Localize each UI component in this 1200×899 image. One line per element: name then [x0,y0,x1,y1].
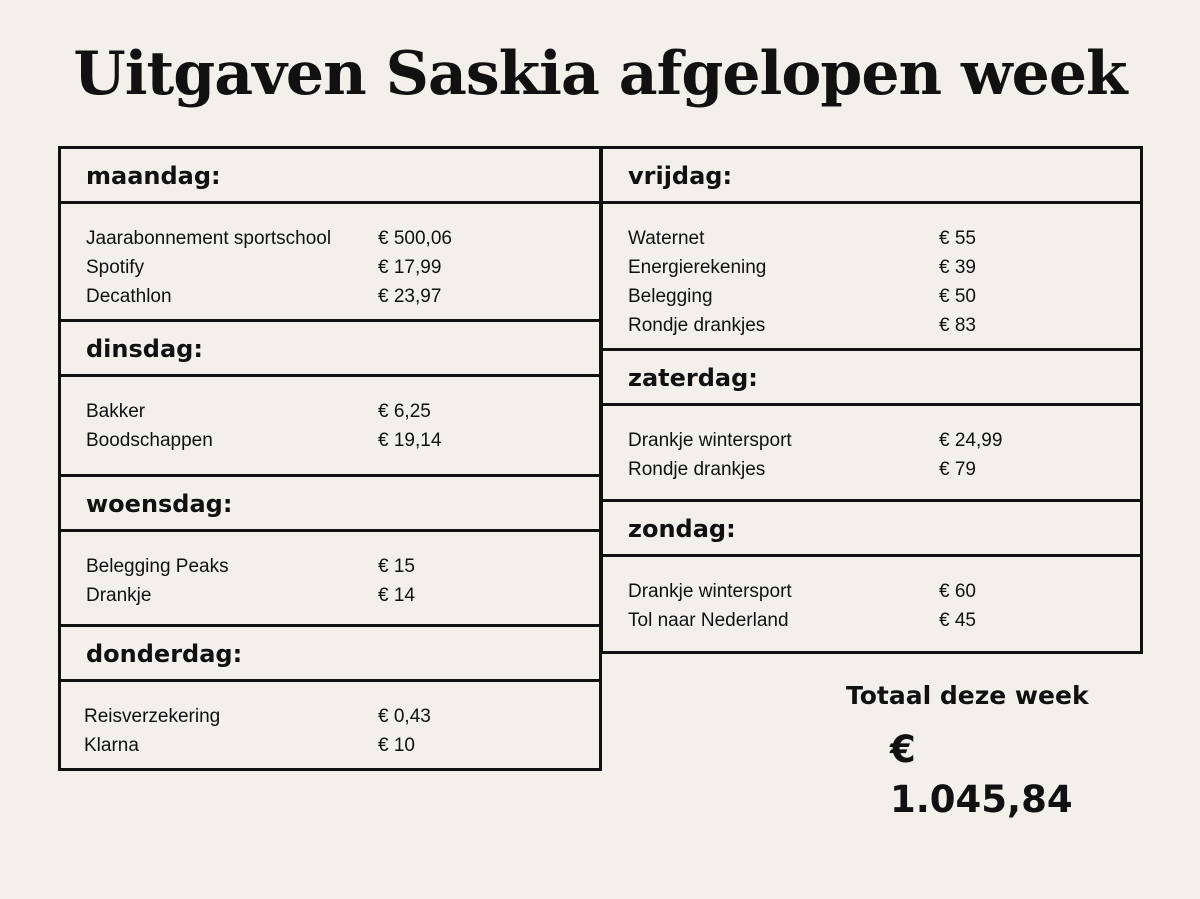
expense-amount: € 23,97 [378,286,442,307]
expense-name: Drankje [86,585,152,606]
day-card-zondag [600,499,1143,654]
expense-list [61,204,599,311]
expense-row [61,282,599,311]
expense-amount: € 83 [939,315,976,336]
expense-list [61,532,599,610]
expense-row [61,253,599,282]
expense-list [603,557,1140,635]
expense-amount: € 79 [939,459,976,480]
expense-row [603,224,1140,253]
expense-row [61,397,599,426]
expense-amount: € 500,06 [378,228,452,249]
expense-name: Decathlon [86,286,172,307]
expense-name: Belegging Peaks [86,556,229,577]
expense-amount: € 6,25 [378,401,431,422]
expense-row [603,311,1140,340]
expense-name: Waternet [628,228,705,249]
expense-row [61,581,599,610]
expense-name: Belegging [628,286,713,307]
expense-row [61,426,599,455]
day-heading: woensdag: [61,477,599,532]
expense-row [61,224,599,253]
expense-amount: € 50 [939,286,976,307]
day-card-dinsdag [58,319,602,477]
expense-amount: € 24,99 [939,430,1003,451]
expense-list [61,682,599,760]
day-heading: donderdag: [61,627,599,682]
expense-amount: € 15 [378,556,415,577]
day-card-vrijdag [600,146,1143,351]
expense-row [61,731,599,760]
expense-name: Drankje wintersport [628,581,792,602]
day-card-maandag [58,146,602,322]
day-card-donderdag [58,624,602,771]
expense-name: Drankje wintersport [628,430,792,451]
expense-list [603,406,1140,484]
expense-name: Energierekening [628,257,767,278]
day-heading: vrijdag: [603,149,1140,204]
expense-name: Rondje drankjes [628,459,766,480]
expense-amount: € 10 [378,735,415,756]
day-heading: maandag: [61,149,599,204]
expense-row [603,606,1140,635]
expense-amount: € 0,43 [378,706,431,727]
expense-list [603,204,1140,340]
expense-name: Spotify [86,257,145,278]
expense-row [603,253,1140,282]
expense-row [603,282,1140,311]
expense-list [61,377,599,455]
expense-row [603,455,1140,484]
expense-amount: € 60 [939,581,976,602]
day-heading: zondag: [603,502,1140,557]
day-card-zaterdag [600,348,1143,502]
expense-amount: € 14 [378,585,415,606]
total-value: € 1.045,84 [890,728,1073,821]
expense-amount: € 39 [939,257,976,278]
expense-name: Rondje drankjes [628,315,766,336]
expense-amount: € 45 [939,610,976,631]
expense-amount: € 17,99 [378,257,442,278]
expense-amount: € 55 [939,228,976,249]
page-title: Uitgaven Saskia afgelopen week [73,39,1127,109]
day-card-woensdag [58,474,602,627]
total-label: Totaal deze week [846,681,1089,710]
expense-row [61,552,599,581]
expense-name: Boodschappen [86,430,213,451]
expense-name: Reisverzekering [84,706,221,727]
expense-amount: € 19,14 [378,430,442,451]
day-heading: dinsdag: [61,322,599,377]
day-heading: zaterdag: [603,351,1140,406]
expense-name: Bakker [86,401,146,422]
expense-name: Jaarabonnement sportschool [86,228,332,249]
expense-row [603,426,1140,455]
expense-name: Tol naar Nederland [628,610,789,631]
expense-name: Klarna [84,735,139,756]
expense-row [603,577,1140,606]
expense-row [61,702,599,731]
